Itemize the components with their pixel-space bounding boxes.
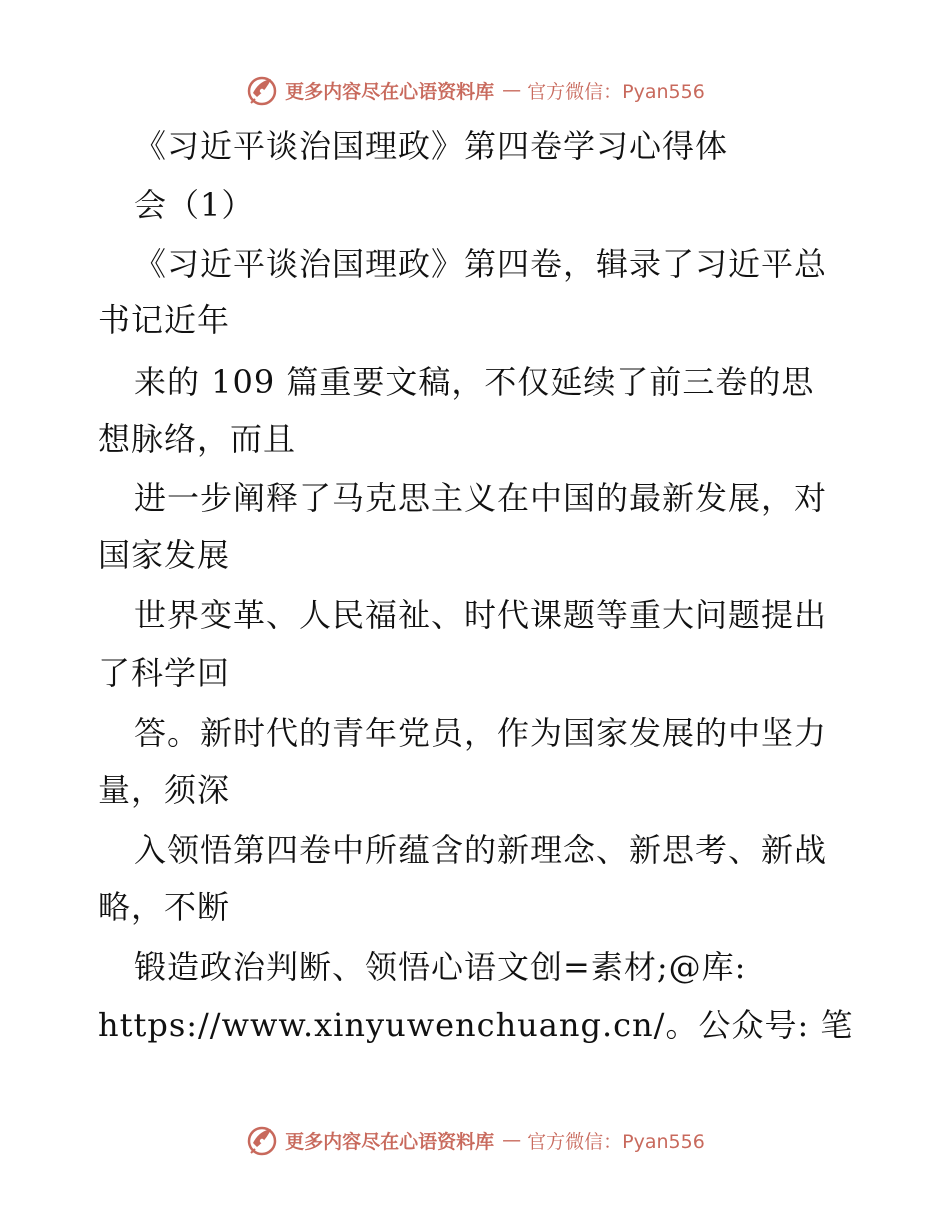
paragraph-line: 量，须深 bbox=[98, 771, 231, 809]
paragraph-line: 国家发展 bbox=[98, 536, 231, 574]
paragraph-line: 进一步阐释了马克思主义在中国的最新发展，对 bbox=[134, 479, 828, 517]
paragraph-line: 来的 109 篇重要文稿，不仅延续了前三卷的思 bbox=[134, 363, 815, 401]
banner-separator: — bbox=[502, 1129, 522, 1151]
banner-separator: — bbox=[502, 79, 522, 101]
banner-main-text: 更多内容尽在心语资料库 bbox=[285, 1130, 495, 1153]
paragraph-line: 了科学回 bbox=[98, 654, 231, 692]
paragraph-line-url: https://www.xinyuwenchuang.cn/。公众号: 笔 bbox=[98, 1006, 854, 1044]
banner-wechat-text: 官方微信：Pyan556 bbox=[527, 80, 705, 103]
document-title-line-2: 会（1） bbox=[134, 186, 255, 224]
paragraph-line: 锻造政治判断、领悟心语文创=素材;@库: bbox=[134, 948, 747, 986]
paragraph-line: 略，不断 bbox=[98, 888, 231, 926]
document-title-line-1: 《习近平谈治国理政》第四卷学习心得体 bbox=[134, 127, 729, 165]
paragraph-line: 答。新时代的青年党员，作为国家发展的中坚力 bbox=[134, 714, 828, 752]
paragraph-line: 《习近平谈治国理政》第四卷，辑录了习近平总 bbox=[134, 245, 828, 283]
footer-watermark-banner bbox=[0, 1120, 950, 1160]
paragraph-line: 书记近年 bbox=[98, 301, 231, 339]
paragraph-line: 入领悟第四卷中所蕴含的新理念、新思考、新战 bbox=[134, 831, 828, 869]
banner-main-text: 更多内容尽在心语资料库 bbox=[285, 80, 495, 103]
pen-nib-logo-icon bbox=[245, 1123, 279, 1157]
paragraph-line: 世界变革、人民福祉、时代课题等重大问题提出 bbox=[134, 596, 828, 634]
banner-wechat-text: 官方微信：Pyan556 bbox=[527, 1130, 705, 1153]
paragraph-line: 想脉络，而且 bbox=[98, 420, 297, 458]
pen-nib-logo-icon bbox=[245, 73, 279, 107]
header-watermark-banner bbox=[0, 70, 950, 110]
